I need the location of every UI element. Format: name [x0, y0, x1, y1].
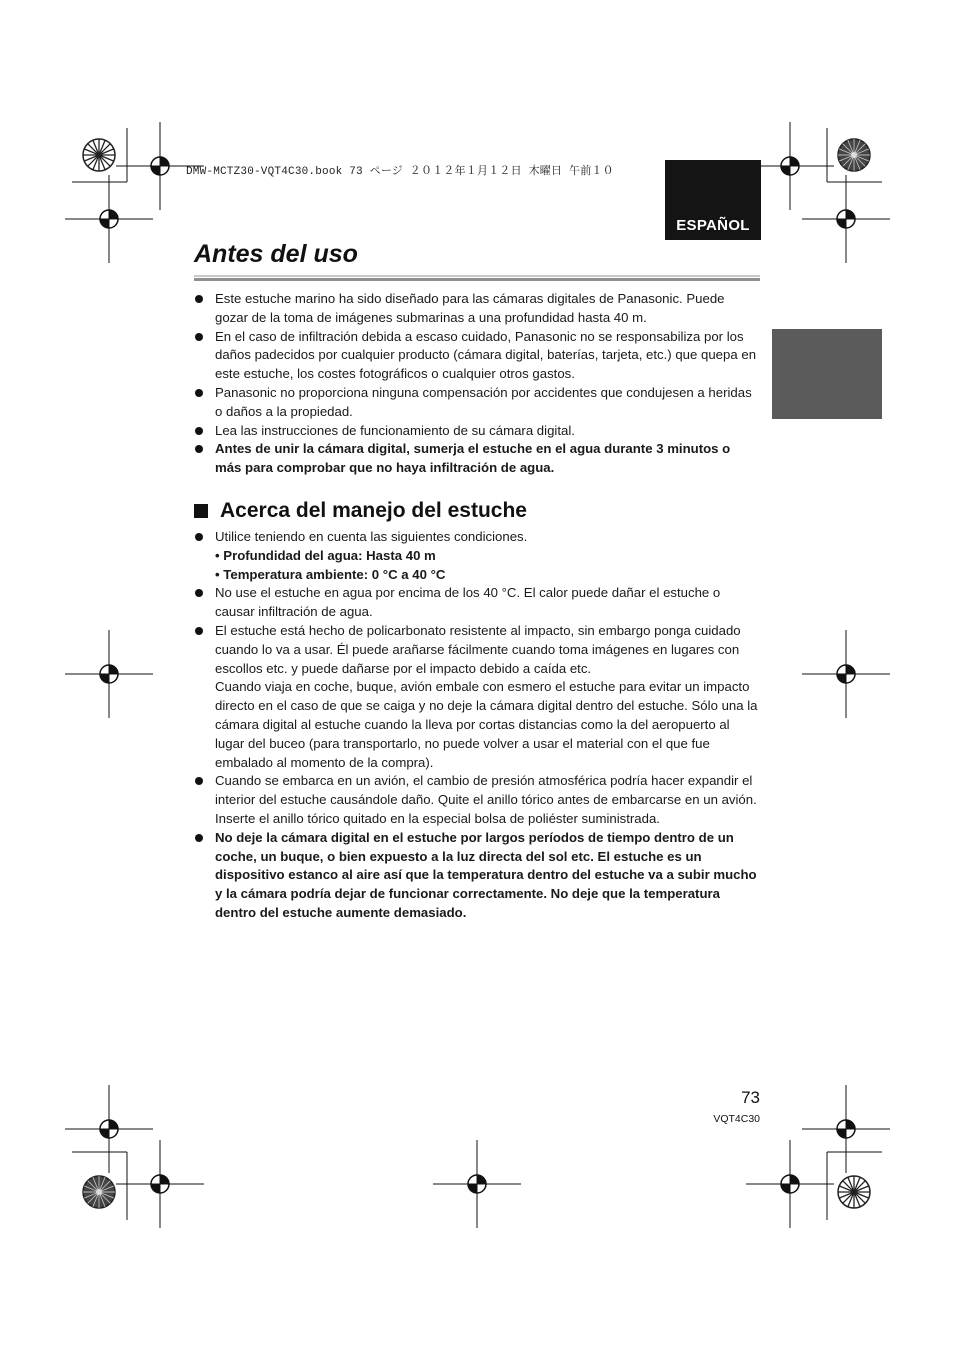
bullet-icon — [195, 533, 203, 541]
page-title: Antes del uso — [194, 240, 358, 268]
bullet-icon — [195, 777, 203, 785]
bullet-icon — [195, 389, 203, 397]
language-tab — [665, 160, 761, 240]
list-item: Lea las instrucciones de funcionamiento de su cámara digital. — [194, 422, 760, 441]
list-item: Antes de unir la cámara digital, sumerja el estuche en el agua durante 3 minutos o más para comprobar que no haya infiltración de agua. — [194, 440, 760, 478]
list-item: En el caso de infiltración debida a escaso cuidado, Panasonic no se responsabiliza por los daños padecidos por cualquier producto (cámara digital, baterías, tarjeta, etc.) que quepa en este estuche, los costes fotográficos o cualquier otros gastos. — [194, 328, 760, 384]
square-bullet-icon — [194, 504, 208, 518]
list-item: El estuche está hecho de policarbonato resistente al impacto, sin embargo ponga cuidado cuando lo va a usar. Él puede arañarse fácilmente cuando toma imágenes en lugares con escollos etc. y puede dañarse por el impacto debido a caída etc. Cuando viaja en coche, buque, avión embale con esmero el estuche para evitar un impacto directo en el caso de que se caiga y no deje la cámara digital dentro del estuche. Sólo una la cámara digital al estuche cuando la lleva por cortas distancias como la del aeropuerto al lugar del buceo (para transportarlo, no puede volver a usar el material con el que fue embalado al momento de la compra). — [194, 622, 760, 772]
model-code: VQT4C30 — [713, 1113, 760, 1125]
list-item: Panasonic no proporciona ninguna compensación por accidentes que condujesen a heridas o daños a la propiedad. — [194, 384, 760, 422]
bullet-icon — [195, 445, 203, 453]
bullet-icon — [195, 295, 203, 303]
handling-list — [194, 528, 760, 923]
page-number: 73 — [741, 1088, 760, 1107]
list-item: Utilice teniendo en cuenta las siguientes condiciones. • Profundidad del agua: Hasta 40 m • Temperatura ambiente: 0 °C a 40 °C — [194, 528, 760, 584]
language-tab-label: ESPAÑOL — [676, 217, 750, 234]
bullet-icon — [195, 834, 203, 842]
list-item: No deje la cámara digital en el estuche por largos períodos de tiempo dentro de un coche, un buque, o bien expuesto a la luz directa del sol etc. El estuche es un dispositivo estanco al aire así que la temperatura dentro del estuche va a subir mucho y la cámara podría dejar de funcionar correctamente. No deje que la temperatura dentro del estuche aumente demasiado. — [194, 829, 760, 923]
title-rule — [194, 275, 760, 281]
bullet-icon — [195, 427, 203, 435]
section-heading: Acerca del manejo del estuche — [194, 499, 527, 523]
list-item: No use el estuche en agua por encima de los 40 °C. El calor puede dañar el estuche o causar infiltración de agua. — [194, 584, 760, 622]
bullet-icon — [195, 333, 203, 341]
list-item: Cuando se embarca en un avión, el cambio de presión atmosférica podría hacer expandir el interior del estuche causándole daño. Quite el anillo tórico antes de embarcarse en un avión. Inserte el anillo tórico quitado en la especial bolsa de poliéster suministrada. — [194, 772, 760, 828]
side-thumb-tab — [772, 329, 882, 419]
intro-list — [194, 290, 760, 478]
print-header: DMW-MCTZ30-VQT4C30.book 73 ページ ２０１２年１月１２日 木曜日 午前１０ — [186, 166, 614, 178]
bullet-icon — [195, 589, 203, 597]
list-item: Este estuche marino ha sido diseñado para las cámaras digitales de Panasonic. Puede gozar de la toma de imágenes submarinas a una profundidad hasta 40 m. — [194, 290, 760, 328]
bullet-icon — [195, 627, 203, 635]
